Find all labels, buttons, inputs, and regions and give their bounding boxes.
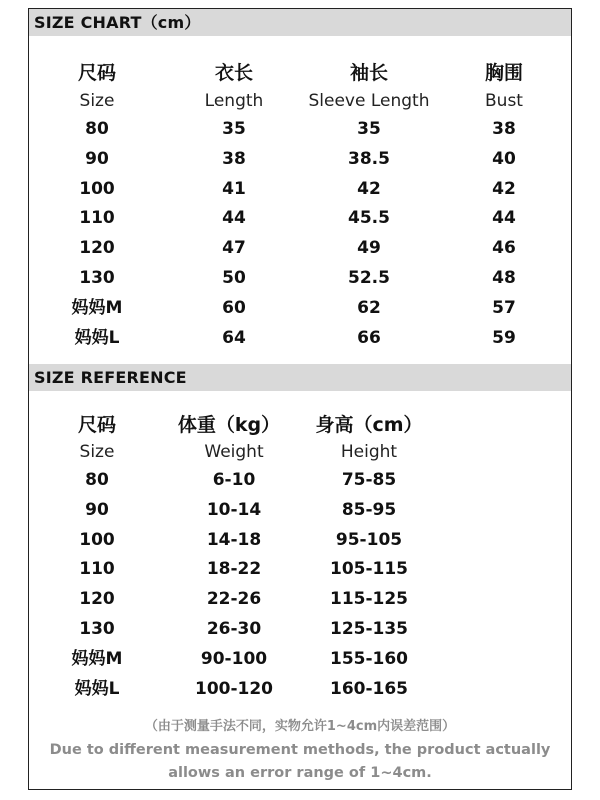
bust-cell: 38 (492, 119, 516, 139)
size-chart-title: SIZE CHART（cm） (29, 9, 571, 36)
size-reference-header-cn (29, 411, 571, 441)
length-cell: 41 (222, 178, 246, 199)
length-cell: 60 (222, 297, 246, 318)
length-cell: 64 (222, 327, 246, 348)
measurement-note-cn: （由于测量手法不同，实物允许1~4cm内误差范围） (144, 719, 456, 734)
size-reference-row (29, 614, 571, 644)
header-length-cn: 衣长 (214, 62, 254, 84)
sleeve-length-cell: 42 (357, 178, 381, 199)
header-size-cn: 尺码 (77, 62, 117, 84)
sleeve-length-cell: 62 (357, 297, 381, 318)
weight-cell: 18-22 (206, 559, 262, 580)
size-cell: 110 (79, 559, 115, 580)
height-cell: 95-105 (335, 529, 403, 550)
ref-header-size-en: Size (79, 442, 115, 462)
header-size-en: Size (79, 91, 115, 111)
size-reference-row (29, 674, 571, 704)
size-cell: 100 (79, 178, 115, 199)
size-cell: 80 (85, 470, 109, 490)
size-cell: 80 (85, 119, 109, 139)
size-reference-title: SIZE REFERENCE (29, 364, 571, 391)
size-chart-row (29, 144, 571, 174)
size-reference-row (29, 465, 571, 495)
size-chart-card (28, 8, 572, 790)
size-cell: 90 (85, 499, 109, 520)
size-cell: 90 (85, 148, 109, 169)
height-cell: 160-165 (329, 678, 409, 699)
header-length-en: Length (204, 91, 264, 111)
size-cell: 120 (79, 589, 115, 610)
size-chart-row (29, 233, 571, 263)
height-cell: 155-160 (329, 648, 409, 669)
height-cell: 115-125 (329, 589, 409, 610)
header-bust-en: Bust (485, 91, 523, 111)
header-sleeve-en: Sleeve Length (308, 91, 430, 111)
bust-cell: 57 (492, 297, 516, 318)
size-chart-row (29, 293, 571, 323)
length-cell: 47 (222, 238, 246, 259)
weight-cell: 22-26 (206, 589, 262, 610)
sleeve-length-cell: 38.5 (348, 148, 390, 169)
weight-cell: 10-14 (206, 499, 262, 520)
size-chart-header-cn (29, 59, 571, 89)
sleeve-length-cell: 66 (357, 327, 381, 348)
header-bust-cn: 胸围 (484, 62, 524, 84)
sleeve-length-cell: 35 (357, 119, 381, 139)
ref-header-height-cn: 身高（cm） (315, 414, 423, 436)
size-cell: 妈妈L (74, 678, 120, 699)
size-reference-row (29, 554, 571, 584)
ref-header-weight-en: Weight (204, 442, 264, 462)
sleeve-length-cell: 45.5 (348, 208, 390, 229)
ref-header-height-en: Height (340, 442, 398, 462)
size-reference-row (29, 644, 571, 674)
size-cell: 130 (79, 268, 115, 288)
sleeve-length-cell: 52.5 (348, 268, 390, 288)
length-cell: 44 (222, 208, 246, 229)
size-chart-row (29, 114, 571, 144)
size-cell: 100 (79, 529, 115, 550)
length-cell: 38 (222, 148, 246, 169)
height-cell: 85-95 (341, 499, 397, 520)
size-reference-row (29, 525, 571, 555)
bust-cell: 46 (492, 238, 516, 259)
weight-cell: 26-30 (206, 619, 262, 639)
length-cell: 50 (222, 268, 246, 288)
size-cell: 妈妈M (71, 648, 123, 669)
size-chart-row (29, 203, 571, 233)
size-cell: 110 (79, 208, 115, 229)
size-cell: 120 (79, 238, 115, 259)
ref-header-size-cn: 尺码 (77, 414, 117, 436)
size-cell: 妈妈M (71, 297, 123, 318)
weight-cell: 100-120 (194, 678, 274, 699)
weight-cell: 14-18 (206, 529, 262, 550)
size-cell: 130 (79, 619, 115, 639)
measurement-note-en: Due to different measurement methods, the product actually allows an error range of 1~4cm. (49, 742, 551, 781)
length-cell: 35 (222, 119, 246, 139)
ref-header-weight-cn: 体重（kg） (177, 414, 281, 436)
bust-cell: 44 (492, 208, 516, 229)
bust-cell: 48 (492, 268, 516, 288)
height-cell: 75-85 (341, 470, 397, 490)
size-chart-row (29, 174, 571, 204)
bust-cell: 40 (492, 148, 516, 169)
bust-cell: 42 (492, 178, 516, 199)
size-reference-row (29, 584, 571, 614)
size-chart-row (29, 323, 571, 353)
sleeve-length-cell: 49 (357, 238, 381, 259)
header-sleeve-cn: 袖长 (349, 62, 389, 84)
weight-cell: 90-100 (200, 648, 268, 669)
height-cell: 125-135 (329, 619, 409, 639)
weight-cell: 6-10 (212, 470, 256, 490)
size-reference-row (29, 495, 571, 525)
bust-cell: 59 (492, 327, 516, 348)
height-cell: 105-115 (329, 559, 409, 580)
size-cell: 妈妈L (74, 327, 120, 348)
size-chart-row (29, 263, 571, 293)
